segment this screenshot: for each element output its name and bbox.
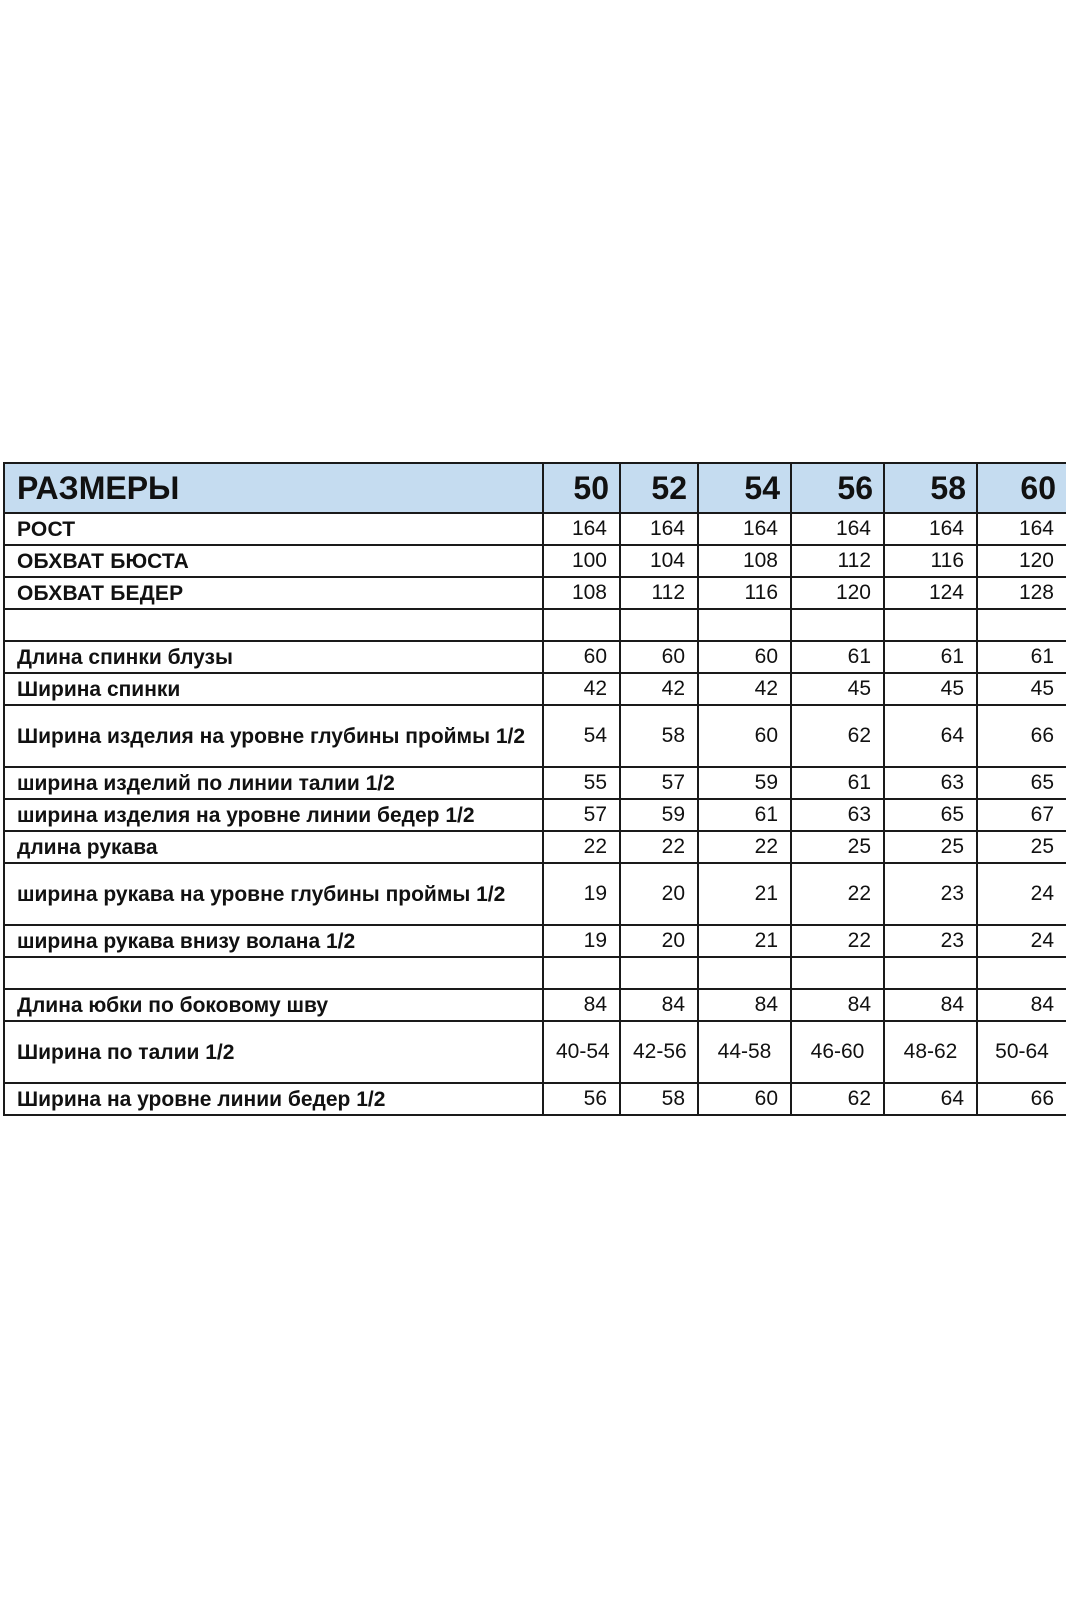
cell-value: 84 (543, 989, 620, 1021)
cell-value: 25 (884, 831, 977, 863)
cell-value: 84 (977, 989, 1066, 1021)
cell-value: 62 (791, 705, 884, 767)
row-label: ширина рукава на уровне глубины проймы 1/2 (4, 863, 543, 925)
row-label: ширина рукава внизу волана 1/2 (4, 925, 543, 957)
table-header-row (4, 463, 1066, 513)
cell-value: 62 (791, 1083, 884, 1115)
cell-value: 42 (620, 673, 698, 705)
row-label: Длина юбки по боковому шву (4, 989, 543, 1021)
cell-value: 116 (884, 545, 977, 577)
cell-value: 44-58 (698, 1021, 791, 1083)
table-row (4, 1021, 1066, 1083)
cell-value: 84 (884, 989, 977, 1021)
blank-row (4, 609, 1066, 641)
header-size: 56 (791, 463, 884, 513)
cell-value: 61 (698, 799, 791, 831)
table-row (4, 799, 1066, 831)
cell-value: 24 (977, 863, 1066, 925)
empty-cell (698, 957, 791, 989)
cell-value: 164 (791, 513, 884, 545)
row-label: Длина спинки блузы (4, 641, 543, 673)
empty-cell (620, 609, 698, 641)
table-row (4, 1083, 1066, 1115)
cell-value: 100 (543, 545, 620, 577)
cell-value: 64 (884, 705, 977, 767)
table-row (4, 513, 1066, 545)
cell-value: 42-56 (620, 1021, 698, 1083)
header-label: РАЗМЕРЫ (4, 463, 543, 513)
cell-value: 20 (620, 925, 698, 957)
cell-value: 45 (791, 673, 884, 705)
table-row (4, 831, 1066, 863)
cell-value: 61 (884, 641, 977, 673)
cell-value: 50-64 (977, 1021, 1066, 1083)
row-label: Ширина на уровне линии бедер 1/2 (4, 1083, 543, 1115)
empty-cell (620, 957, 698, 989)
cell-value: 164 (977, 513, 1066, 545)
cell-value: 24 (977, 925, 1066, 957)
cell-value: 22 (543, 831, 620, 863)
cell-value: 104 (620, 545, 698, 577)
cell-value: 66 (977, 705, 1066, 767)
cell-value: 22 (698, 831, 791, 863)
row-label: ширина изделия на уровне линии бедер 1/2 (4, 799, 543, 831)
cell-value: 61 (791, 641, 884, 673)
cell-value: 19 (543, 925, 620, 957)
cell-value: 60 (698, 705, 791, 767)
cell-value: 164 (543, 513, 620, 545)
table-row (4, 925, 1066, 957)
cell-value: 42 (543, 673, 620, 705)
row-label: Ширина спинки (4, 673, 543, 705)
empty-cell (698, 609, 791, 641)
empty-cell (977, 957, 1066, 989)
cell-value: 23 (884, 925, 977, 957)
cell-value: 64 (884, 1083, 977, 1115)
empty-cell (884, 609, 977, 641)
cell-value: 65 (884, 799, 977, 831)
cell-value: 60 (698, 1083, 791, 1115)
row-label: длина рукава (4, 831, 543, 863)
header-size: 58 (884, 463, 977, 513)
cell-value: 57 (620, 767, 698, 799)
row-label: РОСТ (4, 513, 543, 545)
header-size: 52 (620, 463, 698, 513)
cell-value: 120 (977, 545, 1066, 577)
cell-value: 45 (884, 673, 977, 705)
cell-value: 21 (698, 863, 791, 925)
cell-value: 164 (698, 513, 791, 545)
cell-value: 22 (791, 925, 884, 957)
cell-value: 58 (620, 705, 698, 767)
cell-value: 124 (884, 577, 977, 609)
cell-value: 60 (620, 641, 698, 673)
size-chart-table (3, 462, 1066, 1116)
cell-value: 128 (977, 577, 1066, 609)
cell-value: 164 (884, 513, 977, 545)
cell-value: 112 (791, 545, 884, 577)
cell-value: 55 (543, 767, 620, 799)
cell-value: 84 (698, 989, 791, 1021)
cell-value: 20 (620, 863, 698, 925)
cell-value: 48-62 (884, 1021, 977, 1083)
table-row (4, 673, 1066, 705)
cell-value: 116 (698, 577, 791, 609)
cell-value: 59 (698, 767, 791, 799)
empty-cell (791, 609, 884, 641)
cell-value: 66 (977, 1083, 1066, 1115)
row-label: ОБХВАТ БЮСТА (4, 545, 543, 577)
table-row (4, 545, 1066, 577)
blank-row (4, 957, 1066, 989)
empty-cell (4, 609, 543, 641)
cell-value: 164 (620, 513, 698, 545)
table-row (4, 767, 1066, 799)
cell-value: 120 (791, 577, 884, 609)
cell-value: 46-60 (791, 1021, 884, 1083)
cell-value: 22 (620, 831, 698, 863)
cell-value: 54 (543, 705, 620, 767)
cell-value: 22 (791, 863, 884, 925)
cell-value: 60 (698, 641, 791, 673)
empty-cell (543, 957, 620, 989)
row-label: Ширина по талии 1/2 (4, 1021, 543, 1083)
row-label: ОБХВАТ БЕДЕР (4, 577, 543, 609)
cell-value: 58 (620, 1083, 698, 1115)
cell-value: 112 (620, 577, 698, 609)
row-label: Ширина изделия на уровне глубины проймы 1/2 (4, 705, 543, 767)
cell-value: 61 (977, 641, 1066, 673)
table-row (4, 641, 1066, 673)
table-row (4, 863, 1066, 925)
cell-value: 19 (543, 863, 620, 925)
table-row (4, 705, 1066, 767)
header-size: 50 (543, 463, 620, 513)
empty-cell (884, 957, 977, 989)
header-size: 54 (698, 463, 791, 513)
row-label: ширина изделий по линии талии 1/2 (4, 767, 543, 799)
cell-value: 57 (543, 799, 620, 831)
cell-value: 25 (791, 831, 884, 863)
cell-value: 65 (977, 767, 1066, 799)
cell-value: 60 (543, 641, 620, 673)
cell-value: 84 (791, 989, 884, 1021)
cell-value: 61 (791, 767, 884, 799)
empty-cell (791, 957, 884, 989)
table-row (4, 577, 1066, 609)
cell-value: 108 (543, 577, 620, 609)
cell-value: 59 (620, 799, 698, 831)
header-size: 60 (977, 463, 1066, 513)
cell-value: 63 (884, 767, 977, 799)
empty-cell (977, 609, 1066, 641)
cell-value: 23 (884, 863, 977, 925)
cell-value: 108 (698, 545, 791, 577)
cell-value: 21 (698, 925, 791, 957)
cell-value: 56 (543, 1083, 620, 1115)
cell-value: 25 (977, 831, 1066, 863)
cell-value: 45 (977, 673, 1066, 705)
empty-cell (4, 957, 543, 989)
table-row (4, 989, 1066, 1021)
cell-value: 63 (791, 799, 884, 831)
cell-value: 67 (977, 799, 1066, 831)
cell-value: 42 (698, 673, 791, 705)
cell-value: 40-54 (543, 1021, 620, 1083)
empty-cell (543, 609, 620, 641)
cell-value: 84 (620, 989, 698, 1021)
